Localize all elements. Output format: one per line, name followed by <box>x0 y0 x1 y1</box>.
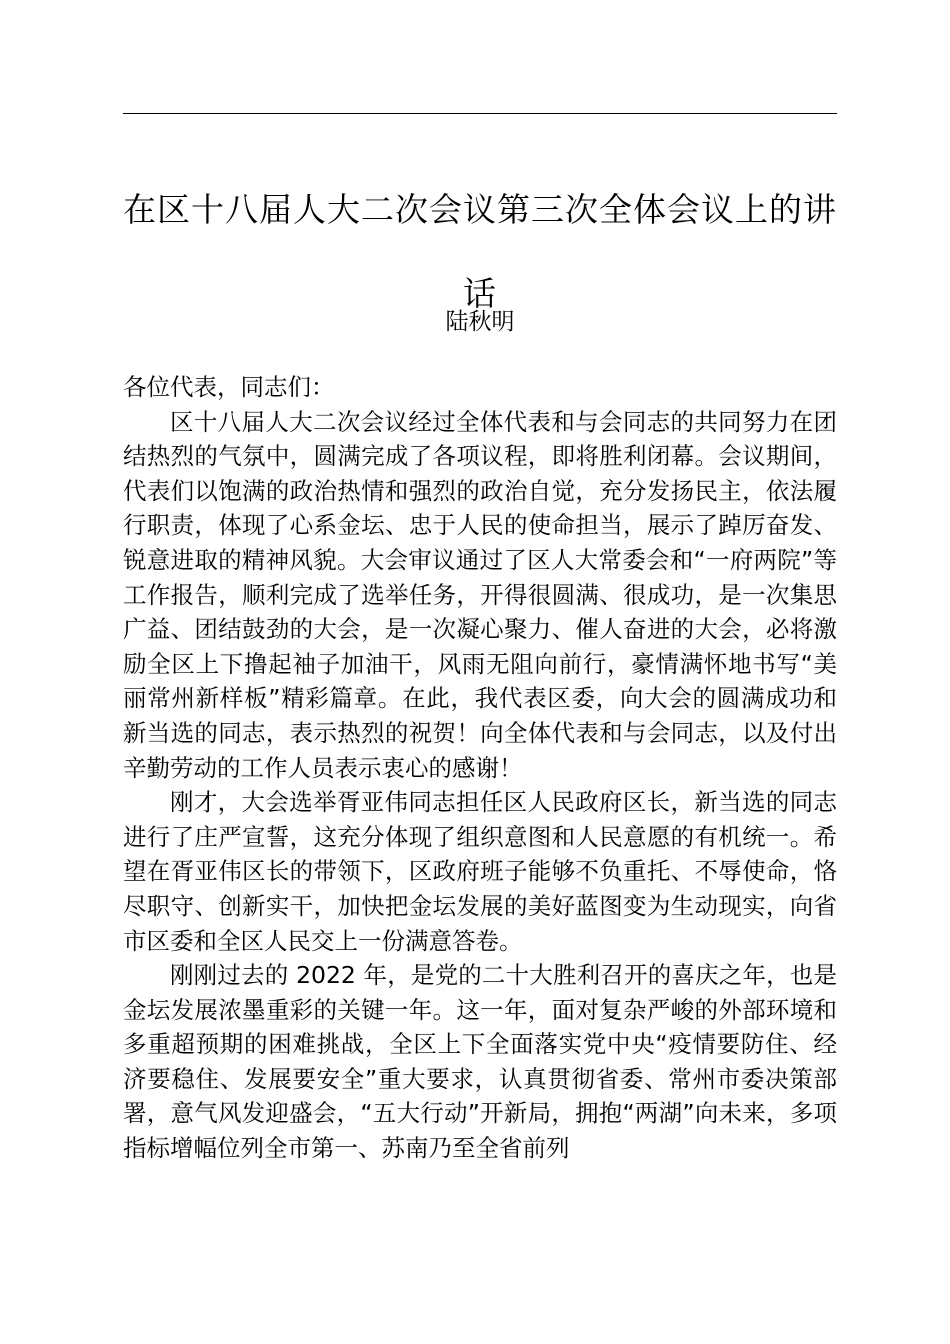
header-rule <box>123 113 837 114</box>
author-name: 陆秋明 <box>445 309 515 335</box>
paragraph-3: 刚刚过去的 2022 年，是党的二十大胜利召开的喜庆之年，也是金坛发展浓墨重彩的关键一年。这一年，面对复杂严峻的外部环境和多重超预期的困难挑战，全区上下全面落实党中央“疫情要防住、经济要稳住、发展要安全”重大要求，认真贯彻省委、常州市委决策部署，意气风发迎盛会，“五大行动”开新局，拥抱“两湖”向未来，多项指标增幅位列全市第一、苏南乃至全省前列 <box>123 961 837 1163</box>
paragraph-2: 刚才，大会选举胥亚伟同志担任区人民政府区长，新当选的同志进行了庄严宣誓，这充分体现了组织意图和人民意愿的有机统一。希望在胥亚伟区长的带领下，区政府班子能够不负重托、不辱使命，恪尽职守、创新实干，加快把金坛发展的美好蓝图变为生动现实，向省市区委和全区人民交上一份满意答卷。 <box>123 788 837 955</box>
document-body <box>123 370 837 1166</box>
document-title: 在区十八届人大二次会议第三次全体会议上的讲话 <box>123 190 837 313</box>
paragraph-1: 区十八届人大二次会议经过全体代表和与会同志的共同努力在团结热烈的气氛中，圆满完成了各项议程，即将胜利闭幕。会议期间，代表们以饱满的政治热情和强烈的政治自觉，充分发扬民主，依法履行职责，体现了心系金坛、忠于人民的使命担当，展示了踔厉奋发、锐意进取的精神风貌。大会审议通过了区人大常委会和“一府两院”等工作报告，顺利完成了选举任务，开得很圆满、很成功，是一次集思广益、团结鼓劲的大会，是一次凝心聚力、催人奋进的大会，必将激励全区上下撸起袖子加油干，风雨无阻向前行，豪情满怀地书写“美丽常州新样板”精彩篇章。在此，我代表区委，向大会的圆满成功和新当选的同志，表示热烈的祝贺！向全体代表和与会同志，以及付出辛勤劳动的工作人员表示衷心的感谢！ <box>123 407 837 782</box>
salutation: 各位代表，同志们： <box>123 373 335 401</box>
